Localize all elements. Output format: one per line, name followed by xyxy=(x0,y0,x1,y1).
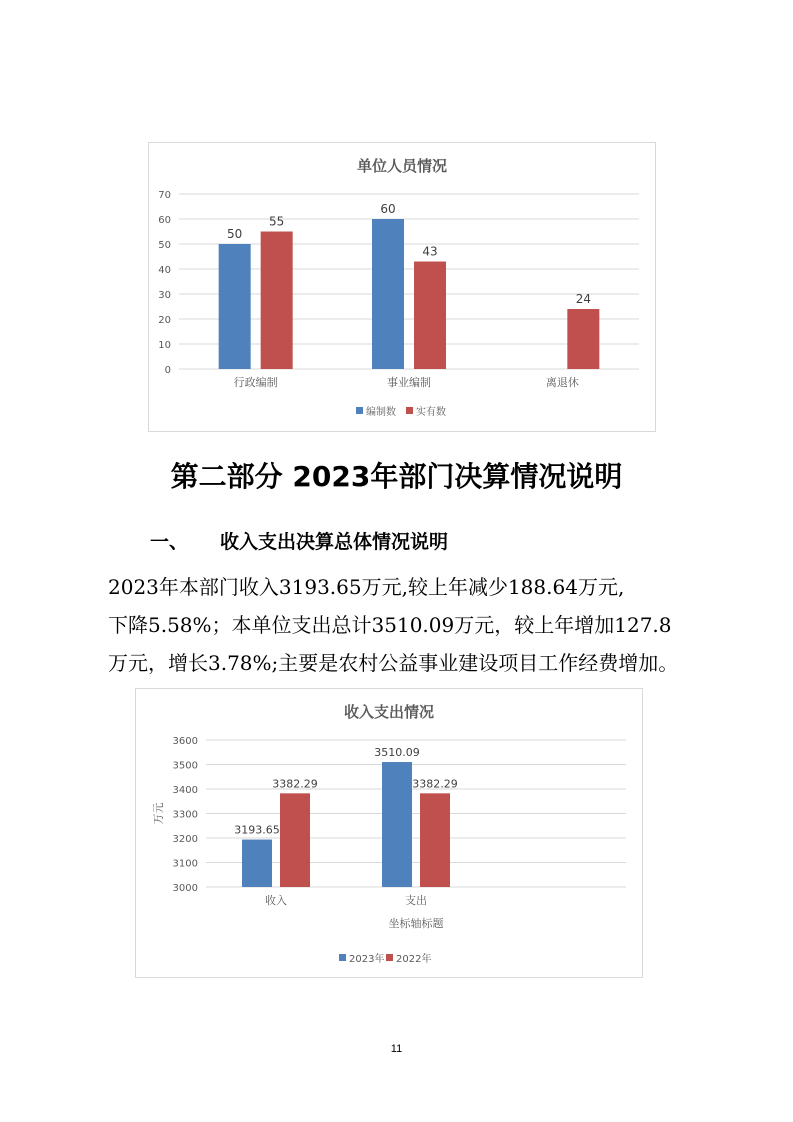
paragraph-line: 万元，增长3.78%;主要是农村公益事业建设项目工作经费增加。 xyxy=(108,651,679,675)
x-category-label: 行政编制 xyxy=(233,376,278,389)
legend-label: 编制数 xyxy=(366,407,396,418)
data-label: 3193.65 xyxy=(234,823,280,837)
paragraph-line: 2023年本部门收入3193.65万元,较上年减少188.64万元, xyxy=(108,575,625,599)
y-tick-label: 3600 xyxy=(172,736,198,747)
data-label: 50 xyxy=(227,227,243,241)
bar-2023年 xyxy=(242,840,272,887)
bar-2022年 xyxy=(280,793,310,887)
y-tick-label: 0 xyxy=(164,365,171,376)
y-tick-label: 20 xyxy=(158,315,171,326)
y-tick-label: 3300 xyxy=(172,809,198,821)
x-category-label: 收入 xyxy=(265,894,287,907)
y-tick-label: 10 xyxy=(158,340,171,351)
income-expense-chart xyxy=(135,688,643,978)
x-axis-title: 坐标轴标题 xyxy=(388,917,444,930)
bar-编制数 xyxy=(372,219,404,369)
bar-实有数 xyxy=(261,232,293,370)
y-axis-title: 万元 xyxy=(152,802,165,825)
chart-title: 收入支出情况 xyxy=(343,703,435,721)
x-category-label: 支出 xyxy=(405,894,427,907)
legend-swatch xyxy=(406,407,413,414)
bar-实有数 xyxy=(567,309,599,369)
summary-paragraph xyxy=(108,568,693,682)
legend-swatch xyxy=(386,954,393,961)
data-label: 3510.09 xyxy=(374,746,420,760)
income-expense-chart-svg xyxy=(136,689,642,977)
page-number: 11 xyxy=(390,1043,403,1055)
bar-编制数 xyxy=(219,244,251,369)
legend-swatch xyxy=(339,954,346,961)
x-category-label: 离退休 xyxy=(545,376,579,389)
legend-label: 2023年 xyxy=(349,954,385,965)
paragraph-line: 下降5.58%；本单位支出总计3510.09万元，较上年增加127.8 xyxy=(108,613,672,637)
y-tick-label: 3000 xyxy=(172,883,198,894)
chart-title: 单位人员情况 xyxy=(356,157,448,175)
y-tick-label: 3400 xyxy=(172,785,198,796)
staffing-chart xyxy=(148,142,656,432)
y-tick-label: 3100 xyxy=(172,858,198,870)
data-label: 60 xyxy=(380,202,396,216)
y-tick-label: 60 xyxy=(158,215,171,226)
y-tick-label: 70 xyxy=(158,190,171,201)
section-title: 第二部分 2023年部门决算情况说明 xyxy=(170,460,623,493)
staffing-chart-svg xyxy=(149,143,655,431)
legend-label: 2022年 xyxy=(396,954,432,965)
subheading-text: 收入支出决算总体情况说明 xyxy=(220,531,449,553)
data-label: 3382.29 xyxy=(272,777,318,791)
legend-swatch xyxy=(356,407,363,414)
x-category-label: 事业编制 xyxy=(387,376,431,389)
y-tick-label: 3200 xyxy=(172,834,198,845)
bar-2022年 xyxy=(420,793,450,887)
bar-2023年 xyxy=(382,762,412,887)
data-label: 55 xyxy=(269,214,285,229)
y-tick-label: 40 xyxy=(158,265,171,276)
legend-label: 实有数 xyxy=(416,407,446,418)
bar-实有数 xyxy=(414,262,446,370)
subheading-number: 一、 xyxy=(150,531,189,553)
data-label: 3382.29 xyxy=(412,777,458,791)
data-label: 43 xyxy=(422,244,438,259)
y-tick-label: 30 xyxy=(158,290,171,301)
subheading xyxy=(150,527,448,554)
y-tick-label: 3500 xyxy=(172,760,198,772)
y-tick-label: 50 xyxy=(158,240,171,251)
data-label: 24 xyxy=(575,292,591,306)
